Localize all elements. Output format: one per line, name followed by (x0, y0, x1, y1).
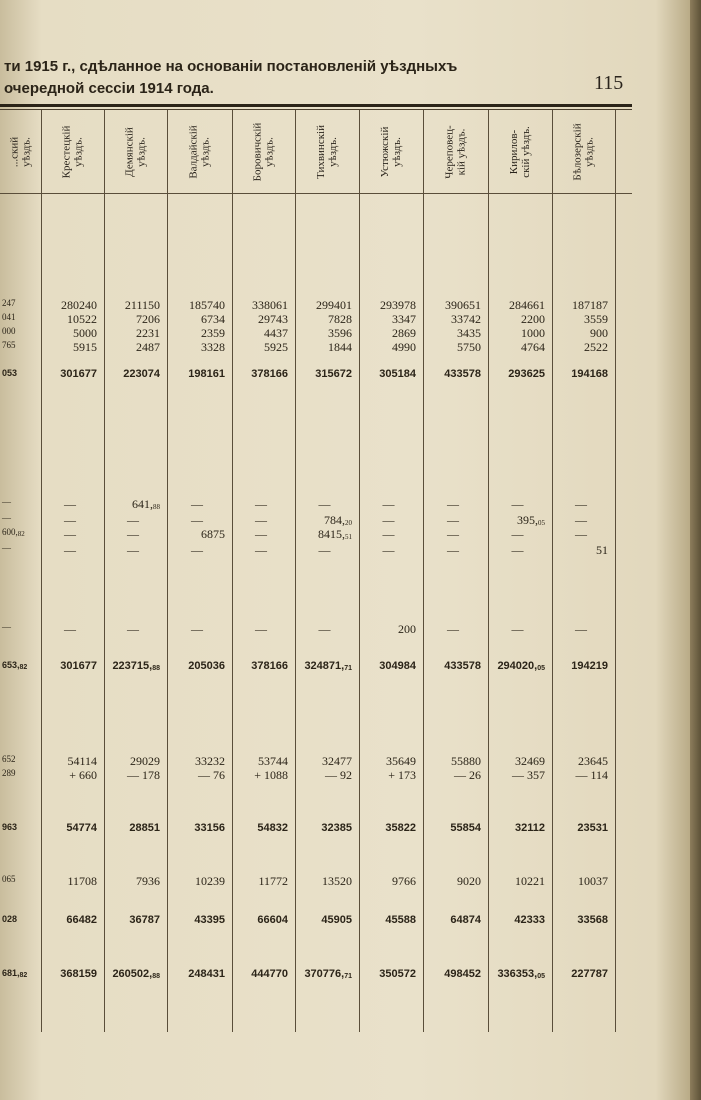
table-cell: — (382, 543, 395, 557)
column-header (0, 114, 41, 190)
column-header-label: Демянскій уѣздъ. (123, 127, 148, 177)
table-cell: 338061 (252, 298, 288, 312)
table-cell: 3596 (328, 326, 352, 340)
table-cell: 33156 (194, 822, 225, 834)
header-line-1: ти 1915 г., сдѣланное на основаніи постановленій уѣздныхъ (4, 58, 458, 75)
table-cell: — (318, 543, 331, 557)
table-cell: — 357 (512, 768, 545, 782)
table-cell: 6875 (201, 527, 225, 541)
table-cell: + 660 (69, 768, 97, 782)
table-cell: — (575, 513, 587, 527)
column-divider (104, 110, 105, 1032)
table-cell: 32385 (321, 822, 352, 834)
table-cell: 5925 (264, 340, 288, 354)
table-cell: — (191, 543, 203, 557)
table-cell: — (447, 622, 459, 636)
table-cell: 963 (2, 822, 18, 832)
table-cell: 32469 (515, 754, 545, 768)
column-header (232, 114, 295, 190)
table-cell: 3435 (457, 326, 481, 340)
table-cell: 2522 (584, 340, 608, 354)
table-cell: 54832 (257, 822, 288, 834)
table-cell: $336353,_{05}$ (497, 968, 545, 980)
column-header-label: Крестецкій уѣздъ. (60, 125, 85, 179)
column-divider (295, 110, 296, 1032)
table-cell: 041 (2, 312, 16, 322)
table-cell: 2231 (136, 326, 160, 340)
table-cell: 765 (2, 340, 16, 350)
table-cell: 43395 (194, 914, 225, 926)
table-cell: 227787 (571, 968, 608, 980)
column-divider (423, 110, 424, 1032)
table-cell: 45905 (321, 914, 352, 926)
column-header (41, 114, 104, 190)
column-header (167, 114, 232, 190)
table-cell: — (511, 527, 524, 541)
table-cell: 64874 (450, 914, 481, 926)
table-cell: 065 (2, 874, 16, 884)
table-cell: $370776,_{71}$ (304, 968, 352, 980)
column-header-label: Череповец- кій уѣздъ. (443, 125, 468, 179)
table-cell: 23531 (577, 822, 608, 834)
column-header-label: Валдайскій уѣздъ. (187, 125, 212, 179)
table-cell: 5915 (73, 340, 97, 354)
column-divider (232, 110, 233, 1032)
table-cell: 10037 (578, 874, 608, 888)
table-cell: $294020,_{05}$ (497, 660, 545, 672)
table-cell: + 1088 (254, 768, 288, 782)
table-cell: — 178 (127, 768, 160, 782)
table-cell: — (2, 513, 11, 523)
table-cell: — (511, 497, 524, 511)
table-cell: — (447, 543, 459, 557)
table-cell: 1844 (328, 340, 352, 354)
table-cell: — (191, 497, 203, 511)
column-header (423, 114, 488, 190)
table-cell: — (2, 497, 11, 507)
table-cell: — (511, 622, 524, 636)
table-cell: 10522 (67, 312, 97, 326)
table-cell: $641,_{88}$ (132, 497, 160, 511)
table-cell: — (255, 497, 267, 511)
table-cell: 498452 (444, 968, 481, 980)
column-header (552, 114, 615, 190)
table-cell: — (447, 497, 459, 511)
table-cell: 4764 (521, 340, 545, 354)
table-cell: — (382, 527, 395, 541)
table-cell: — (447, 513, 459, 527)
table-cell: 10221 (515, 874, 545, 888)
table-cell: — (127, 622, 139, 636)
table-cell: 9766 (392, 874, 416, 888)
table-cell: 198161 (188, 368, 225, 380)
table-cell: 29743 (258, 312, 288, 326)
page-edge (690, 0, 701, 1100)
column-header-divider (0, 193, 632, 194)
table-cell: 433578 (444, 660, 481, 672)
table-cell: 293625 (508, 368, 545, 380)
table-cell: $395,_{05}$ (517, 513, 545, 527)
table-cell: 1000 (521, 326, 545, 340)
table-cell: 5750 (457, 340, 481, 354)
table-cell: 36787 (129, 914, 160, 926)
table-cell: — (255, 527, 267, 541)
table-cell: 2200 (521, 312, 545, 326)
table-cell: 11772 (258, 874, 288, 888)
table-cell: — (318, 622, 331, 636)
table-cell: 194168 (571, 368, 608, 380)
column-divider (488, 110, 489, 1032)
table-cell: 23645 (578, 754, 608, 768)
table-cell: 194219 (571, 660, 608, 672)
table-cell: — (2, 622, 11, 632)
table-cell: — (255, 622, 267, 636)
header-line-2: очередной сессіи 1914 года. (4, 80, 214, 97)
table-cell: 7936 (136, 874, 160, 888)
table-cell: 900 (590, 326, 608, 340)
table-cell: + 173 (388, 768, 416, 782)
table-cell: 247 (2, 298, 16, 308)
table-cell: 66482 (66, 914, 97, 926)
table-cell: 205036 (188, 660, 225, 672)
table-cell: 378166 (251, 368, 288, 380)
table-cell: $8415,_{51}$ (318, 527, 352, 541)
table-cell: — (255, 513, 267, 527)
table-cell: $600,_{82}$ (2, 527, 25, 538)
table-cell: — (511, 543, 524, 557)
column-divider (41, 110, 42, 1032)
table-cell: — (575, 622, 587, 636)
table-cell: 3347 (392, 312, 416, 326)
table-cell: — (318, 497, 331, 511)
column-header-label: Устюжскій уѣздъ. (379, 126, 403, 178)
table-cell: 55854 (450, 822, 481, 834)
table-cell: 66604 (257, 914, 288, 926)
table-cell: 223074 (123, 368, 160, 380)
table-cell: 29029 (130, 754, 160, 768)
table-cell: 350572 (379, 968, 416, 980)
table-cell: 3559 (584, 312, 608, 326)
table-cell: 433578 (444, 368, 481, 380)
table-cell: 280240 (61, 298, 97, 312)
table-cell: $260502,_{88}$ (112, 968, 160, 980)
table-cell: 000 (2, 326, 16, 336)
table-cell: 9020 (457, 874, 481, 888)
table-cell: 293978 (380, 298, 416, 312)
table-cell: — (575, 527, 587, 541)
table-cell: — (191, 622, 203, 636)
column-header-label: Бѣлозерскій уѣздъ. (571, 123, 596, 181)
table-cell: 45588 (385, 914, 416, 926)
table-cell: 7828 (328, 312, 352, 326)
table-cell: — (255, 543, 267, 557)
table-cell: $324871,_{71}$ (304, 660, 352, 672)
table-cell: 6734 (201, 312, 225, 326)
table-cell: — (382, 497, 395, 511)
table-cell: — 26 (454, 768, 481, 782)
table-cell: 3328 (201, 340, 225, 354)
column-header-label: Кирилов- скій уѣздъ. (508, 126, 532, 178)
table-cell: — (127, 513, 139, 527)
table-cell: — (64, 527, 76, 541)
column-header (488, 114, 552, 190)
table-cell: 5000 (73, 326, 97, 340)
table-cell: — (64, 497, 76, 511)
table-cell: — (575, 497, 587, 511)
table-cell: 54114 (67, 754, 97, 768)
table-cell: 305184 (379, 368, 416, 380)
table-cell: 444770 (251, 968, 288, 980)
table-cell: 053 (2, 368, 18, 378)
table-cell: 301677 (60, 368, 97, 380)
table-cell: — (447, 527, 459, 541)
table-cell: 390651 (445, 298, 481, 312)
table-cell: 33742 (451, 312, 481, 326)
column-header-label: ...ский уѣздъ. (8, 136, 33, 168)
table-cell: 028 (2, 914, 18, 924)
table-cell: 7206 (136, 312, 160, 326)
table-cell: 185740 (189, 298, 225, 312)
table-cell: 289 (2, 768, 16, 778)
table-cell: $223715,_{88}$ (112, 660, 160, 672)
table-cell: — (64, 543, 76, 557)
table-cell: 652 (2, 754, 16, 764)
table-cell: 13520 (322, 874, 352, 888)
header-rule-thin (0, 109, 632, 110)
table-cell: 32477 (322, 754, 352, 768)
column-header (104, 114, 167, 190)
column-divider (167, 110, 168, 1032)
table-cell: 315672 (315, 368, 352, 380)
table-cell: — (64, 622, 76, 636)
table-cell: 10239 (195, 874, 225, 888)
table-cell: 35822 (385, 822, 416, 834)
table-cell: 368159 (60, 968, 97, 980)
table-cell: 33568 (577, 914, 608, 926)
table-cell: — (382, 513, 395, 527)
table-cell: 4990 (392, 340, 416, 354)
table-cell: 301677 (60, 660, 97, 672)
table-cell: 53744 (258, 754, 288, 768)
table-cell: 299401 (316, 298, 352, 312)
table-cell: — 92 (325, 768, 352, 782)
table-cell: 211150 (124, 298, 160, 312)
table-cell: 2869 (392, 326, 416, 340)
table-cell: 304984 (379, 660, 416, 672)
table-cell: $784,_{20}$ (324, 513, 352, 527)
table-cell: 2487 (136, 340, 160, 354)
table-cell: 4437 (264, 326, 288, 340)
table-cell: 32112 (515, 822, 545, 834)
table-cell: 51 (596, 543, 608, 557)
table-cell: $681,_{82}$ (2, 968, 28, 979)
column-header-label: Тихвинскій уѣздъ. (315, 125, 339, 179)
table-cell: — 76 (198, 768, 225, 782)
table-cell: $653,_{82}$ (2, 660, 28, 671)
table-cell: 54774 (66, 822, 97, 834)
table-cell: 187187 (572, 298, 608, 312)
table-cell: 378166 (251, 660, 288, 672)
table-cell: — (64, 513, 76, 527)
table-cell: 200 (398, 622, 416, 636)
table-cell: 248431 (188, 968, 225, 980)
table-cell: 55880 (451, 754, 481, 768)
column-divider (359, 110, 360, 1032)
table-cell: 2359 (201, 326, 225, 340)
table-cell: 11708 (67, 874, 97, 888)
column-header (295, 114, 359, 190)
page-number: 115 (594, 72, 624, 94)
table-cell: — 114 (575, 768, 608, 782)
column-header-label: Боровичскій уѣздъ. (251, 122, 276, 182)
column-divider (552, 110, 553, 1032)
header-rule-thick (0, 104, 632, 107)
table-cell: 28851 (129, 822, 160, 834)
table-cell: — (191, 513, 203, 527)
table-cell: 42333 (514, 914, 545, 926)
column-divider (615, 110, 616, 1032)
table-cell: 35649 (386, 754, 416, 768)
table-cell: 284661 (509, 298, 545, 312)
table-cell: — (127, 543, 139, 557)
table-cell: — (2, 543, 11, 553)
table-cell: 33232 (195, 754, 225, 768)
table-cell: — (127, 527, 139, 541)
column-header (359, 114, 423, 190)
